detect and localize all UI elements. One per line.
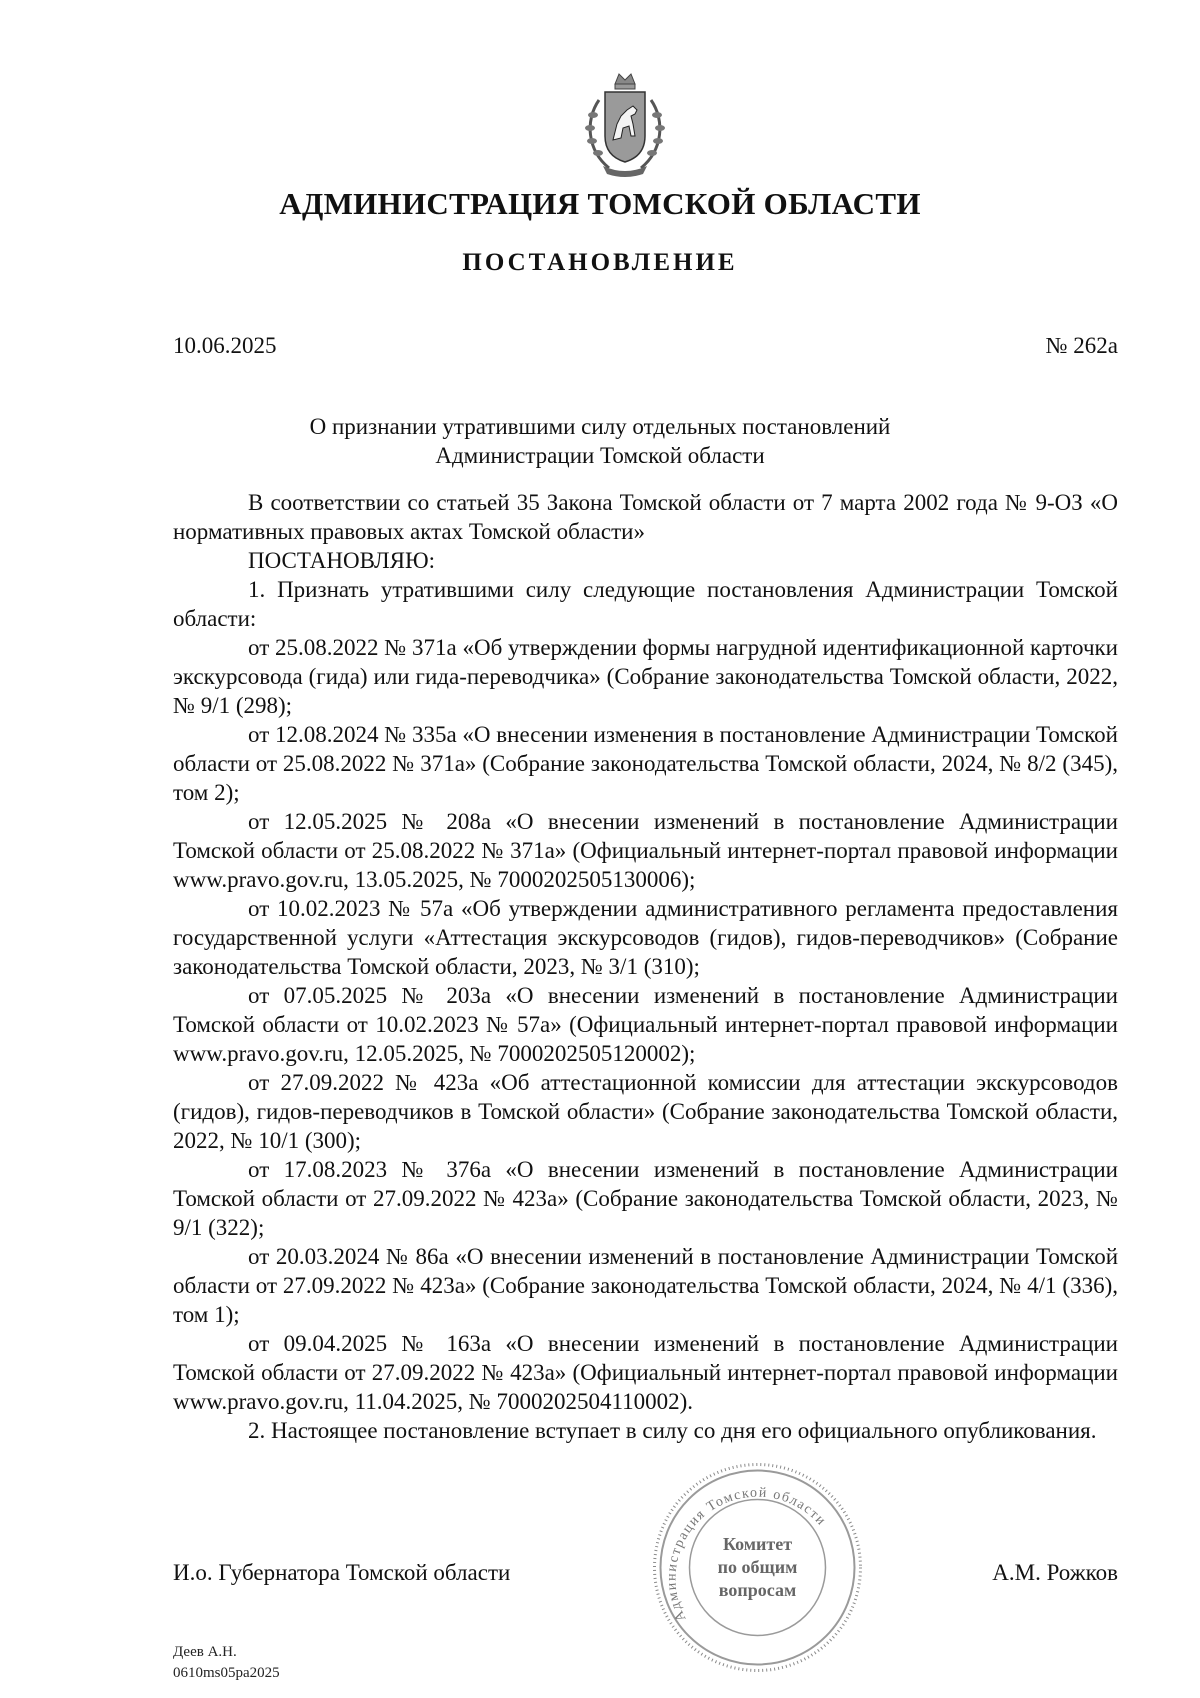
list-item: от 17.08.2023 № 376а «О внесении изменений в постановление Администрации Томской области от 27.09.2022 № 423а» (Собрание законодательства Томской области, 2023, № 9/1 (322); [173,1157,1118,1240]
signatory-name: А.М. Рожков [992,1560,1118,1585]
signatory-position: И.о. Губернатора Томской области [173,1560,511,1585]
decree-word: ПОСТАНОВЛЯЮ: [248,548,436,573]
subject-line: Администрации Томской области [435,443,765,468]
list-item: от 09.04.2025 № 163а «О внесении изменений в постановление Администрации Томской области от 27.09.2022 № 423а» (Официальный интернет-портал правовой информации www.pravo.gov.ru, 11.04.2025, № 7000202504110002). [173,1331,1118,1414]
list-item: от 20.03.2024 № 86а «О внесении изменений в постановление Администрации Томской области от 27.09.2022 № 423а» (Собрание законодательства Томской области, 2024, № 4/1 (336), том 1); [173,1244,1118,1327]
document-type: ПОСТАНОВЛЕНИЕ [462,249,738,276]
executor-name: Деев А.Н. [173,1644,237,1660]
official-stamp [650,1460,865,1675]
document-subject [0,412,1200,470]
document-body [173,488,1118,1445]
footer-info [173,1642,280,1684]
document-code: 0610ms05pa2025 [173,1665,280,1681]
list-item: от 07.05.2025 № 203а «О внесении изменений в постановление Администрации Томской области от 10.02.2023 № 57а» (Официальный интернет-портал правовой информации www.pravo.gov.ru, 12.05.2025, № 7000202505120002); [173,983,1118,1066]
organization-title: АДМИНИСТРАЦИЯ ТОМСКОЙ ОБЛАСТИ [279,186,921,221]
paragraph: 2. Настоящее постановление вступает в силу со дня его официального опубликования. [248,1418,1097,1443]
subject-line: О признании утратившими силу отдельных постановлений [309,414,891,439]
document-number: № 262а [1045,333,1118,358]
paragraph: В соответствии со статьей 35 Закона Томской области от 7 марта 2002 года № 9-ОЗ «О нормативных правовых актах Томской области» [173,490,1118,544]
stamp-ring-text: Администрация Томской области [664,1485,830,1624]
list-item: от 27.09.2022 № 423а «Об аттестационной комиссии для аттестации экскурсоводов (гидов), гидов-переводчиков в Томской области» (Собрание законодательства Томской области, 2022, № 10/1 (300); [173,1070,1118,1153]
list-item: от 12.08.2024 № 335а «О внесении изменения в постановление Администрации Томской области от 25.08.2022 № 371а» (Собрание законодательства Томской области, 2024, № 8/2 (345), том 2); [173,722,1118,805]
stamp-center-line: Комитет [722,1534,793,1554]
stamp-center-line: вопросам [718,1580,797,1600]
list-item: от 12.05.2025 № 208а «О внесении изменений в постановление Администрации Томской области от 25.08.2022 № 371а» (Официальный интернет-портал правовой информации www.pravo.gov.ru, 13.05.2025, № 7000202505130006); [173,809,1118,892]
stamp-center-line: по общим [717,1557,798,1577]
list-item: от 10.02.2023 № 57а «Об утверждении административного регламента предоставления государственной услуги «Аттестация экскурсоводов (гидов), гидов-переводчиков» (Собрание законодательства Томской области, 2023, № 3/1 (310); [173,896,1118,979]
paragraph: 1. Признать утратившими силу следующие постановления Администрации Томской области: [173,577,1118,631]
document-date: 10.06.2025 [173,333,277,358]
list-item: от 25.08.2022 № 371а «Об утверждении формы нагрудной идентификационной карточки экскурсовода (гида) или гида-переводчика» (Собрание законодательства Томской области, 2022, № 9/1 (298); [173,635,1118,718]
tomsk-coat-of-arms-icon [581,70,669,180]
